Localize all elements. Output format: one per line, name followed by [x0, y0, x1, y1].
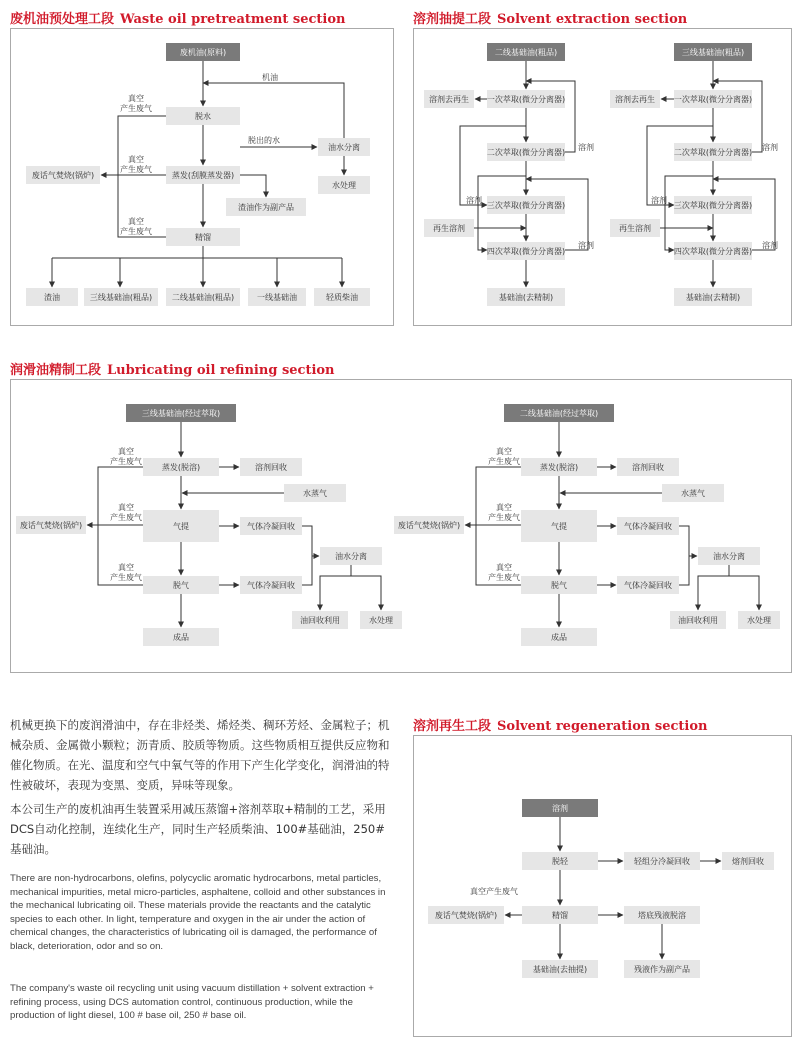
lube-left-water: 水处理	[369, 616, 393, 625]
ext-left-solvent-3: 溶剂	[466, 196, 482, 205]
ext-right-s4: 四次萃取(微分分离器)	[673, 247, 753, 256]
lube-left-incin: 废话气焚烧(锅炉)	[19, 521, 83, 530]
ext-left-s4: 四次萃取(微分分离器)	[486, 247, 566, 256]
vac-gas-label-6: 产生废气	[120, 227, 152, 236]
lube-left-evap: 蒸发(脱溶)	[161, 463, 201, 472]
lube-left-product: 成品	[173, 633, 189, 642]
lube-right-vac-5: 真空	[496, 563, 512, 572]
lube-left-feed: 三线基础油(经过萃取)	[141, 409, 221, 418]
oil-water-sep-label: 油水分离	[328, 143, 360, 152]
ext-right-base: 基础油(去精制)	[685, 293, 741, 302]
ext-left-s1: 一次萃取(微分分离器)	[486, 95, 566, 104]
extraction-title-en: Solvent extraction section	[497, 12, 688, 27]
lube-title-zh: 润滑油精制工段	[10, 363, 102, 378]
lube-right-strip: 气提	[551, 522, 567, 531]
ext-right-s2: 二次萃取(微分分离器)	[673, 148, 753, 157]
residue-byproduct-label: 渣油作为副产品	[238, 203, 294, 212]
waste-incinerate-label: 废话气焚烧(锅炉)	[31, 171, 95, 180]
regen-title-zh: 溶剂再生工段	[413, 719, 492, 734]
rectify-label: 精馏	[195, 233, 211, 242]
ext-right-s1: 一次萃取(微分分离器)	[673, 95, 753, 104]
ext-right-solvent-2: 溶剂	[762, 241, 778, 250]
regen-bottom: 塔底残液脱溶	[638, 911, 686, 920]
regen-vac: 真空产生废气	[470, 887, 518, 896]
product-line3: 三线基础油(粗品)	[89, 293, 153, 302]
vac-gas-label-4: 产生废气	[120, 165, 152, 174]
lube-left-gc1: 气体冷凝回收	[247, 522, 295, 531]
lube-left-gc2: 气体冷凝回收	[247, 581, 295, 590]
ext-right-solvent-1: 溶剂	[762, 143, 778, 152]
evaporate-label: 蒸发(刮膜蒸发器)	[171, 171, 235, 180]
lube-right-water: 水处理	[747, 616, 771, 625]
lube-right-vac-3: 真空	[496, 503, 512, 512]
regen-rectify: 精馏	[552, 911, 568, 920]
lube-left-vac-2: 产生废气	[110, 457, 142, 466]
intro-en-paragraph-1: There are non-hydrocarbons, olefins, polycyclic aromatic hydrocarbons, metal particles, mechanical impurities, metal micro-particles, asphaltene, colloid and other substances in the mechanical lubricating oil. These materials provide the reactants and the catalytic species to each other. In light, temperature and oxygen in the air under the action of chemical changes, the characteristics of lubricating oil is damaged, the performance of black, deterioration, odor and so on.	[10, 873, 386, 952]
lube-right-degas: 脱气	[551, 581, 567, 590]
ext-left-s2: 二次萃取(微分分离器)	[486, 148, 566, 157]
waste-feed-label: 废机油(原料)	[179, 48, 227, 57]
lube-left-vac-5: 真空	[118, 563, 134, 572]
lube-right-oilrec: 油回收利用	[678, 616, 718, 625]
lube-title-en: Lubricating oil refining section	[107, 363, 335, 378]
ext-left-s3: 三次萃取(微分分离器)	[486, 201, 566, 210]
vac-gas-label-5: 真空	[128, 217, 144, 226]
ext-left-solvent-1: 溶剂	[578, 143, 594, 152]
lube-left-steam: 水蒸气	[303, 489, 327, 498]
regen-diagram	[428, 799, 774, 978]
lube-left-strip: 气提	[173, 522, 189, 531]
lube-right-vac-4: 产生废气	[488, 513, 520, 522]
lube-right-gc1: 气体冷凝回收	[624, 522, 672, 531]
lube-right-vac-2: 产生废气	[488, 457, 520, 466]
ext-left-solvent-2: 溶剂	[578, 241, 594, 250]
ext-right-solvent-3: 溶剂	[651, 196, 667, 205]
product-line1: 一线基础油	[257, 293, 297, 302]
lube-left-degas: 脱气	[173, 581, 189, 590]
ext-right-regen-solvent: 再生溶剂	[619, 224, 651, 233]
waste-diagram	[26, 43, 370, 306]
intro-zh-paragraph-1: 机械更换下的废润滑油中，存在非烃类、烯烃类、稠环芳烃、金属粒子；机械杂质、金属微小颗粒；沥青质、胶质等物质。这些物质相互提供反应物和催化物质。在光、温度和空气中氧气等的作用下产生化学变化，润滑油的特性被破坏，表现为变黑、变质，异味等现象。	[10, 718, 390, 792]
regen-light-cond: 轻组分冷凝回收	[634, 857, 690, 866]
lube-right-incin: 废话气焚烧(锅炉)	[397, 521, 461, 530]
ext-left-regen-solvent: 再生溶剂	[433, 224, 465, 233]
ext-left-feed: 二线基础油(粗品)	[494, 48, 558, 57]
intro-zh-paragraph-2: 本公司生产的废机油再生装置采用减压蒸馏+溶剂萃取+精制的工艺，采用DCS自动化控制，连续化生产，同时生产轻质柴油、100#基础油，250#基础油。	[10, 802, 386, 856]
lube-left-vac-4: 产生废气	[110, 513, 142, 522]
vac-gas-label-1: 真空	[128, 94, 144, 103]
regen-base: 基础油(去抽提)	[532, 965, 588, 974]
lube-left-vac-3: 真空	[118, 503, 134, 512]
water-treat-label: 水处理	[332, 181, 356, 190]
ext-right-to-regen: 溶剂去再生	[615, 95, 655, 104]
ext-left-to-regen: 溶剂去再生	[429, 95, 469, 104]
extraction-left	[424, 43, 594, 306]
lube-right-evap: 蒸发(脱溶)	[539, 463, 579, 472]
regen-light: 脱轻	[552, 857, 568, 866]
lube-right-ows: 油水分离	[713, 552, 745, 561]
extraction-title-zh: 溶剂抽提工段	[413, 12, 492, 27]
product-residue: 渣油	[44, 293, 60, 302]
vac-gas-label-3: 真空	[128, 155, 144, 164]
lube-left-vac-6: 产生废气	[110, 573, 142, 582]
regen-solvent: 溶剂	[552, 804, 568, 813]
lube-right-solv-rec: 溶剂回收	[632, 463, 664, 472]
extraction-right	[610, 43, 778, 306]
lube-left-oilrec: 油回收利用	[300, 616, 340, 625]
regen-residue: 残液作为副产品	[634, 965, 690, 974]
waste-title-zh: 废机油预处理工段	[10, 12, 115, 27]
lube-right	[394, 404, 780, 646]
vac-gas-label-2: 产生废气	[120, 104, 152, 113]
regen-solv-rec: 熔剂回收	[732, 857, 764, 866]
lube-right-product: 成品	[551, 633, 567, 642]
lube-left-ows: 油水分离	[335, 552, 367, 561]
ext-right-s3: 三次萃取(微分分离器)	[673, 201, 753, 210]
ext-left-base: 基础油(去精制)	[498, 293, 554, 302]
lube-right-feed: 二线基础油(经过萃取)	[519, 409, 599, 418]
lube-left-solv-rec: 溶剂回收	[255, 463, 287, 472]
intro-en-paragraph-2: The company's waste oil recycling unit using vacuum distillation + solvent extraction + refining process, using DCS automation control, continuous production, while the production of light diesel, 100 # base oil, 250 # base oil.	[10, 983, 374, 1021]
lube-left-vac-1: 真空	[118, 447, 134, 456]
lube-left	[16, 404, 402, 646]
ext-right-feed: 三线基础油(粗品)	[681, 48, 745, 57]
lube-right-steam: 水蒸气	[681, 489, 705, 498]
regen-incin: 废话气焚烧(锅炉)	[434, 911, 498, 920]
lube-right-gc2: 气体冷凝回收	[624, 581, 672, 590]
lube-right-vac-1: 真空	[496, 447, 512, 456]
regen-title-en: Solvent regeneration section	[497, 719, 708, 734]
product-line2: 二线基础油(粗品)	[171, 293, 235, 302]
lube-right-vac-6: 产生废气	[488, 573, 520, 582]
product-diesel: 轻质柴油	[326, 293, 358, 302]
machine-oil-label: 机油	[262, 73, 278, 82]
waste-title-en: Waste oil pretreatment section	[120, 12, 346, 27]
removed-water-label: 脱出的水	[248, 136, 280, 145]
dehydrate-label: 脱水	[195, 112, 211, 121]
